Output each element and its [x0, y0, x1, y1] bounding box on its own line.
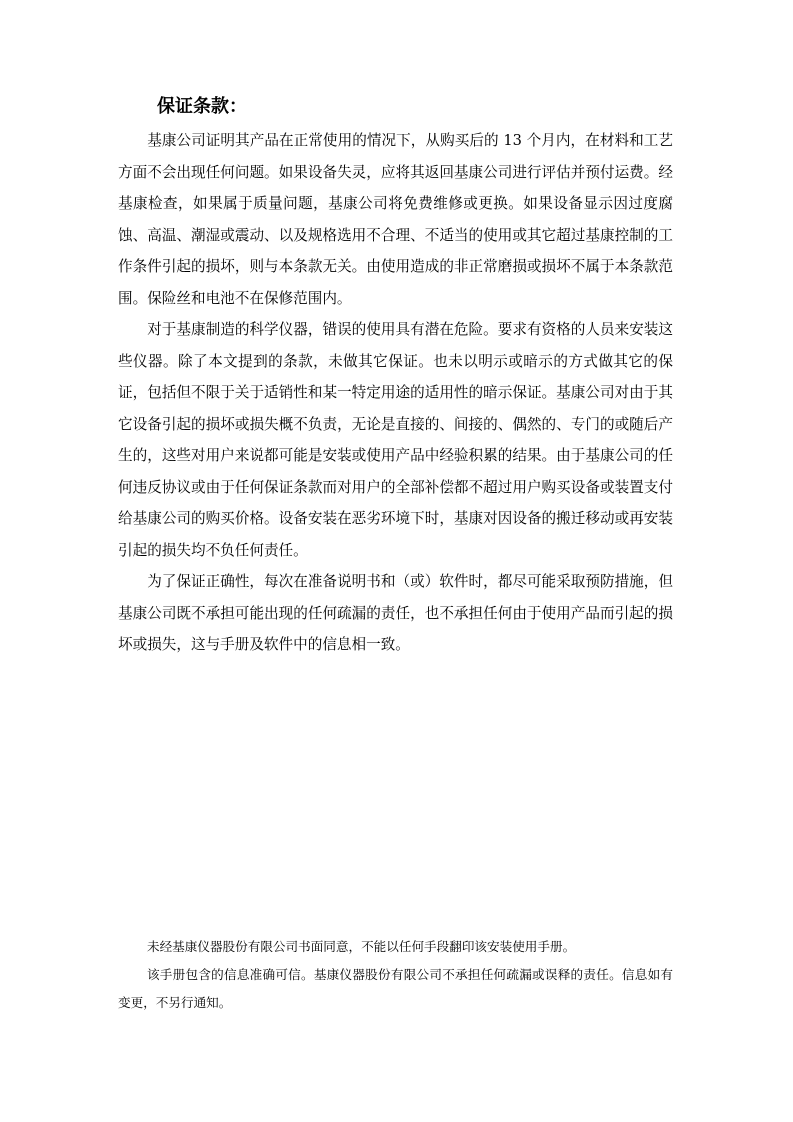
- warranty-paragraph-2: 对于基康制造的科学仪器，错误的使用具有潜在危险。要求有资格的人员来安装这些仪器。除了本文提到的条款，未做其它保证。也未以明示或暗示的方式做其它的保证，包括但不限于关于适销性和某一特定用途的适用性的暗示保证。基康公司对由于其它设备引起的损坏或损失概不负责，无论是直接的、间接的、偶然的、专门的或随后产生的，这些对用户来说都可能是安装或使用产品中经验积累的结果。由于基康公司的任何违反协议或由于任何保证条款而对用户的全部补偿都不超过用户购买设备或装置支付给基康公司的购买价格。设备安装在恶劣环境下时，基康对因设备的搬迁移动或再安装引起的损失均不负任何责任。: [118, 321, 673, 559]
- warranty-body: [118, 125, 673, 661]
- disclaimer-note: 该手册包含的信息准确可信。基康仪器股份有限公司不承担任何疏漏或误释的责任。信息如有变更，不另行通知。: [118, 967, 673, 1010]
- warranty-paragraph-3: 为了保证正确性，每次在准备说明书和（或）软件时，都尽可能采取预防措施，但基康公司既不承担可能出现的任何疏漏的责任，也不承担任何由于使用产品而引起的损坏或损失，这与手册及软件中的信息相一致。: [118, 573, 673, 653]
- footer-notes: [118, 933, 673, 1017]
- warranty-heading: 保证条款：: [157, 96, 247, 117]
- copyright-note: 未经基康仪器股份有限公司书面同意，不能以任何手段翻印该安装使用手册。: [146, 939, 576, 954]
- warranty-paragraph-1: 基康公司证明其产品在正常使用的情况下，从购买后的 13 个月内，在材料和工艺方面不会出现任何问题。如果设备失灵，应将其返回基康公司进行评估并预付运费。经基康检查，如果属于质量问题，基康公司将免费维修或更换。如果设备显示因过度腐蚀、高温、潮湿或震动、以及规格选用不合理、不适当的使用或其它超过基康控制的工作条件引起的损坏，则与本条款无关。由使用造成的非正常磨损或损坏不属于本条款范围。保险丝和电池不在保修范围内。: [118, 132, 673, 307]
